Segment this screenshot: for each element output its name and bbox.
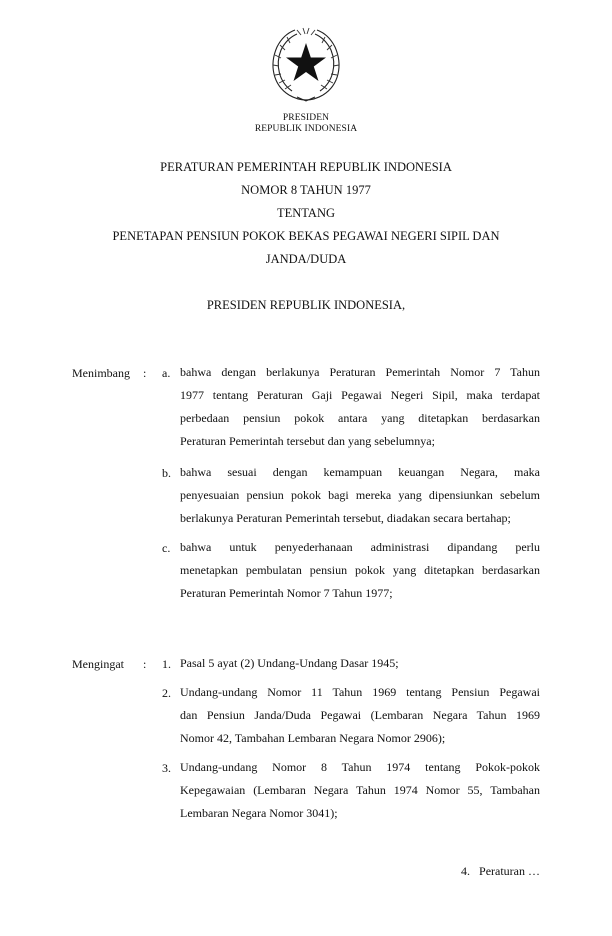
menimbang-label: Menimbang [72,366,130,380]
item-text [180,756,540,825]
item-marker: 3. [162,761,171,775]
text-line: Lembaran Negara Nomor 3041); [180,806,338,820]
item-marker: 1. [162,657,171,671]
item-text [180,652,540,675]
item-marker: a. [162,366,171,380]
item-marker: c. [162,541,171,555]
menimbang-colon: : [143,366,147,380]
header-republic: REPUBLIK INDONESIA [254,124,358,134]
mengingat-label: Mengingat [72,657,124,671]
text-line: bahwa sesuai dengan kemampuan keuangan Negara, maka [180,465,540,479]
text-line: berlakunya Peraturan Pemerintah tersebut, diadakan secara bertahap; [180,511,511,525]
item-text [180,461,540,530]
issuer-line: PRESIDEN REPUBLIK INDONESIA, [206,298,406,312]
text-line: Kepegawaian (Lembaran Negara Tahun 1974 Nomor 55, Tambahan [180,783,540,797]
footer-marker: 4. [461,864,471,878]
text-line: Undang-undang Nomor 11 Tahun 1969 tentang Pensiun Pegawai [180,685,540,699]
text-line: perbedaan pensiun pokok antara yang ditetapkan berdasarkan [180,411,540,425]
continuation-footer [455,864,540,879]
text-line: penyesuaian pensiun pokok bagi mereka yang dipensiunkan sebelum [180,488,540,502]
mengingat-colon: : [143,657,147,671]
item-marker: 2. [162,686,171,700]
regulation-about: TENTANG [276,206,335,220]
text-line: Undang-undang Nomor 8 Tahun 1974 tentang Pokok-pokok [180,760,540,774]
text-line: bahwa dengan berlakunya Peraturan Pemerintah Nomor 7 Tahun [180,365,540,379]
text-line: 1977 tentang Peraturan Gaji Pegawai Negeri Sipil, maka terdapat [180,388,540,402]
regulation-title: PERATURAN PEMERINTAH REPUBLIK INDONESIA [160,160,452,174]
text-line: Pasal 5 ayat (2) Undang-Undang Dasar 1945; [180,656,399,670]
text-line: Peraturan Pemerintah tersebut dan yang sebelumnya; [180,434,435,448]
item-text [180,536,540,605]
text-line: Peraturan Pemerintah Nomor 7 Tahun 1977; [180,586,393,600]
item-marker: b. [162,466,171,480]
text-line: Nomor 42, Tambahan Lembaran Negara Nomor 2906); [180,731,446,745]
garuda-emblem-icon [267,25,345,105]
regulation-subject-line2: JANDA/DUDA [265,252,347,266]
header-president: PRESIDEN [282,113,330,123]
item-text [180,361,540,453]
text-line: bahwa untuk penyederhanaan administrasi dipandang perlu [180,540,540,554]
item-text [180,681,540,750]
regulation-number: NOMOR 8 TAHUN 1977 [241,183,371,197]
footer-text: Peraturan … [479,864,540,878]
regulation-subject-line1: PENETAPAN PENSIUN POKOK BEKAS PEGAWAI NEGERI SIPIL DAN [112,229,500,243]
text-line: dan Pensiun Janda/Duda Pegawai (Lembaran Negara Tahun 1969 [180,708,540,722]
text-line: menetapkan pembulatan pensiun pokok yang ditetapkan berdasarkan [180,563,540,577]
